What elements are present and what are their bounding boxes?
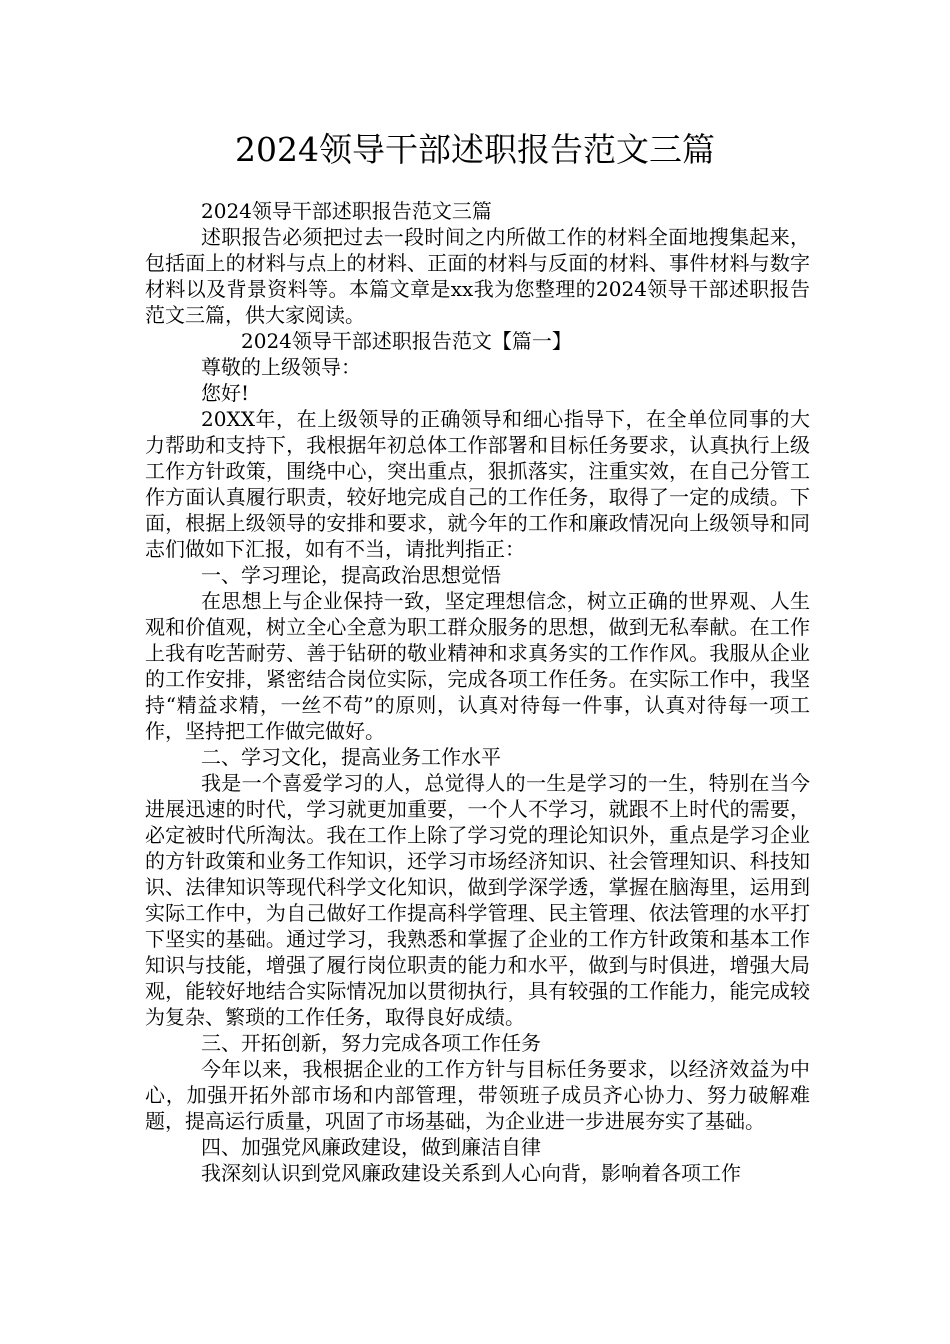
- salutation: 尊敬的上级领导：: [201, 355, 361, 379]
- section-heading-1: 一、学习理论，提高政治思想觉悟: [201, 563, 501, 587]
- body-paragraph: 我深刻认识到党风廉政建设关系到人心向背，影响着各项工作: [201, 1161, 741, 1185]
- document-title: 2024领导干部述职报告范文三篇: [235, 130, 715, 169]
- subtitle-paragraph: 2024领导干部述职报告范文三篇: [201, 199, 492, 223]
- body-paragraph: 在思想上与企业保持一致，坚定理想信念，树立正确的世界观、人生观和价值观，树立全心全意为职工群众服务的思想，做到无私奉献。在工作上我有吃苦耐劳、善于钻研的敬业精神和求真务实的工作作风。我服从企业的工作安排，紧密结合岗位实际，完成各项工作任务。在实际工作中，我坚持“精益求精，一丝不苟”的原则，认真对待每一件事，认真对待每一项工作，坚持把工作做完做好。: [145, 589, 810, 743]
- section-heading-4: 四、加强党风廉政建设，做到廉洁自律: [201, 1135, 541, 1159]
- section-heading-2: 二、学习文化，提高业务工作水平: [201, 745, 501, 769]
- body-paragraph: 我是一个喜爱学习的人，总觉得人的一生是学习的一生，特别在当今进展迅速的时代，学习就更加重要，一个人不学习，就跟不上时代的需要，必定被时代所淘汰。我在工作上除了学习党的理论知识外，重点是学习企业的方针政策和业务工作知识，还学习市场经济知识、社会管理知识、科技知识、法律知识等现代科学文化知识，做到学深学透，掌握在脑海里，运用到实际工作中，为自己做好工作提高科学管理、民主管理、依法管理的水平打下坚实的基础。通过学习，我熟悉和掌握了企业的工作方针政策和基本工作知识与技能，增强了履行岗位职责的能力和水平，做到与时俱进，增强大局观，能较好地结合实际情况加以贯彻执行，具有较强的工作能力，能完成较为复杂、繁琐的工作任务，取得良好成绩。: [145, 771, 810, 1029]
- section-heading-part-one: 2024领导干部述职报告范文【篇一】: [241, 329, 572, 353]
- section-heading-3: 三、开拓创新，努力完成各项工作任务: [201, 1031, 541, 1055]
- greeting: 您好!: [201, 381, 250, 405]
- intro-paragraph: 述职报告必须把过去一段时间之内所做工作的材料全面地搜集起来，包括面上的材料与点上的材料、正面的材料与反面的材料、事件材料与数字材料以及背景资料等。本篇文章是xx我为您整理的2024领导干部述职报告范文三篇，供大家阅读。: [145, 225, 810, 327]
- body-paragraph: 20XX年，在上级领导的正确领导和细心指导下，在全单位同事的大力帮助和支持下，我根据年初总体工作部署和目标任务要求，认真执行上级工作方针政策，围绕中心，突出重点，狠抓落实，注重实效，在自己分管工作方面认真履行职责，较好地完成自己的工作任务，取得了一定的成绩。下面，根据上级领导的安排和要求，就今年的工作和廉政情况向上级领导和同志们做如下汇报，如有不当，请批判指正：: [145, 407, 810, 561]
- body-paragraph: 今年以来，我根据企业的工作方针与目标任务要求，以经济效益为中心，加强开拓外部市场和内部管理，带领班子成员齐心协力、努力破解难题，提高运行质量，巩固了市场基础，为企业进一步进展夯实了基础。: [145, 1057, 810, 1133]
- document-body: [145, 198, 810, 1186]
